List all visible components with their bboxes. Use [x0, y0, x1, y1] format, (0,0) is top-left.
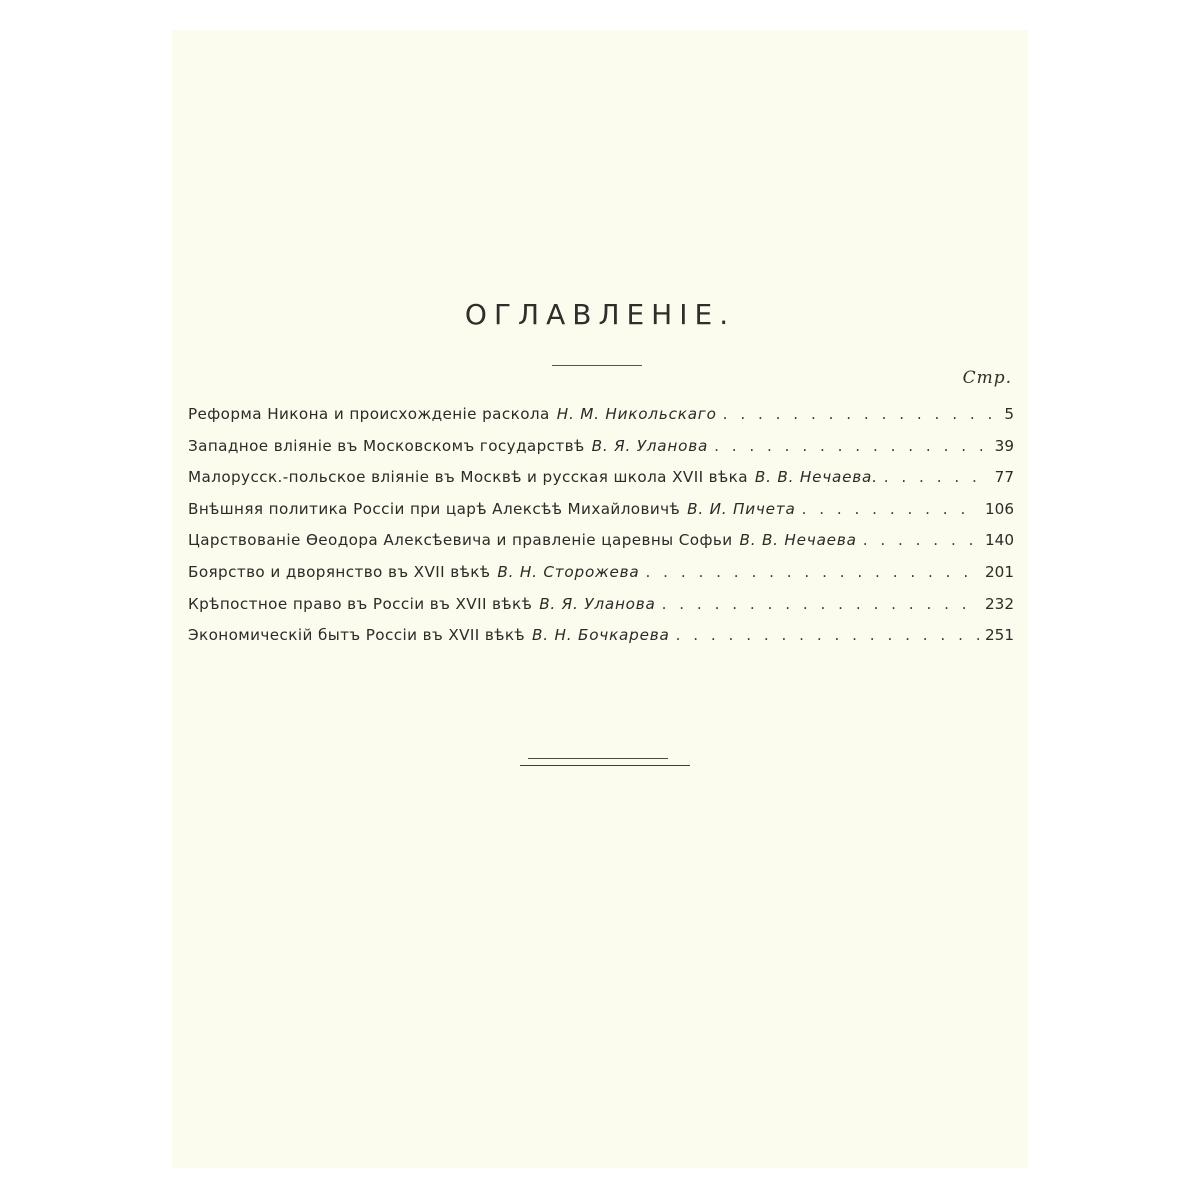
closing-rule-bottom	[520, 765, 690, 766]
toc-entry-page: 106	[985, 499, 1014, 518]
closing-rule-top	[528, 758, 668, 759]
toc-entry-page: 39	[994, 436, 1014, 455]
toc-entry[interactable]	[188, 592, 1014, 624]
toc-entry-title: Царствованіе Ѳеодора Алексѣевича и правленіе царевны Софьи	[188, 531, 733, 550]
toc-entry-title: Реформа Никона и происхожденіе раскола	[188, 405, 550, 423]
toc-entry-title: Крѣпостное право въ Россіи въ XVII вѣкѣ	[188, 594, 533, 613]
toc-entry-title: Малорусск.-польское вліяніе въ Москвѣ и русская школа XVII вѣка	[188, 468, 748, 487]
toc-entry-page: 140	[985, 531, 1014, 550]
toc-dot-leader	[646, 560, 979, 584]
toc-entry-title: Боярство и дворянство въ XVII вѣкѣ	[188, 562, 491, 581]
toc-entry-author: В. В. Нечаева	[739, 531, 857, 550]
title-divider	[552, 365, 642, 366]
toc-dot-leader	[863, 528, 979, 552]
toc-dot-leader	[714, 434, 989, 458]
toc-entry-author: В. Я. Уланова	[591, 436, 709, 455]
toc-entry-author: В. И. Пичета	[687, 499, 796, 518]
toc-entry[interactable]	[188, 402, 1014, 434]
toc-entry-page: 251	[985, 626, 1014, 645]
toc-entry-title: Экономическій бытъ Россіи въ XVII вѣкѣ	[188, 626, 526, 645]
book-page	[172, 30, 1028, 1168]
toc-entry-page: 77	[994, 468, 1014, 487]
toc-dot-leader	[676, 623, 979, 647]
toc-entry-page: 201	[985, 562, 1014, 581]
table-of-contents	[188, 402, 1014, 655]
page-title: ОГЛАВЛЕНIЕ.	[464, 298, 736, 331]
toc-entry-author: Н. М. Никольскаго	[556, 405, 717, 423]
toc-entry[interactable]	[188, 497, 1014, 529]
toc-entry[interactable]	[188, 434, 1014, 466]
toc-entry[interactable]	[188, 528, 1014, 560]
toc-entry[interactable]	[188, 623, 1014, 655]
toc-dot-leader	[662, 592, 979, 616]
toc-entry-author: В. В. Нечаева.	[754, 468, 878, 487]
toc-entry-page: 232	[985, 594, 1014, 613]
toc-entry-page: 5	[1004, 405, 1014, 423]
toc-entry-author: В. Я. Уланова	[539, 594, 656, 613]
toc-dot-leader	[884, 465, 989, 489]
toc-entry-title: Западное вліяніе въ Московскомъ государствѣ	[188, 436, 585, 455]
toc-entry[interactable]	[188, 560, 1014, 592]
toc-entry-title: Внѣшняя политика Россіи при царѣ Алексѣѣ Михайловичѣ	[188, 499, 681, 518]
toc-entry-author: В. Н. Сторожева	[497, 562, 640, 581]
page-column-header: Стр.	[962, 368, 1012, 388]
toc-dot-leader	[723, 402, 999, 426]
toc-entry-author: В. Н. Бочкарева	[532, 626, 670, 645]
toc-entry[interactable]	[188, 465, 1014, 497]
toc-dot-leader	[802, 497, 979, 521]
